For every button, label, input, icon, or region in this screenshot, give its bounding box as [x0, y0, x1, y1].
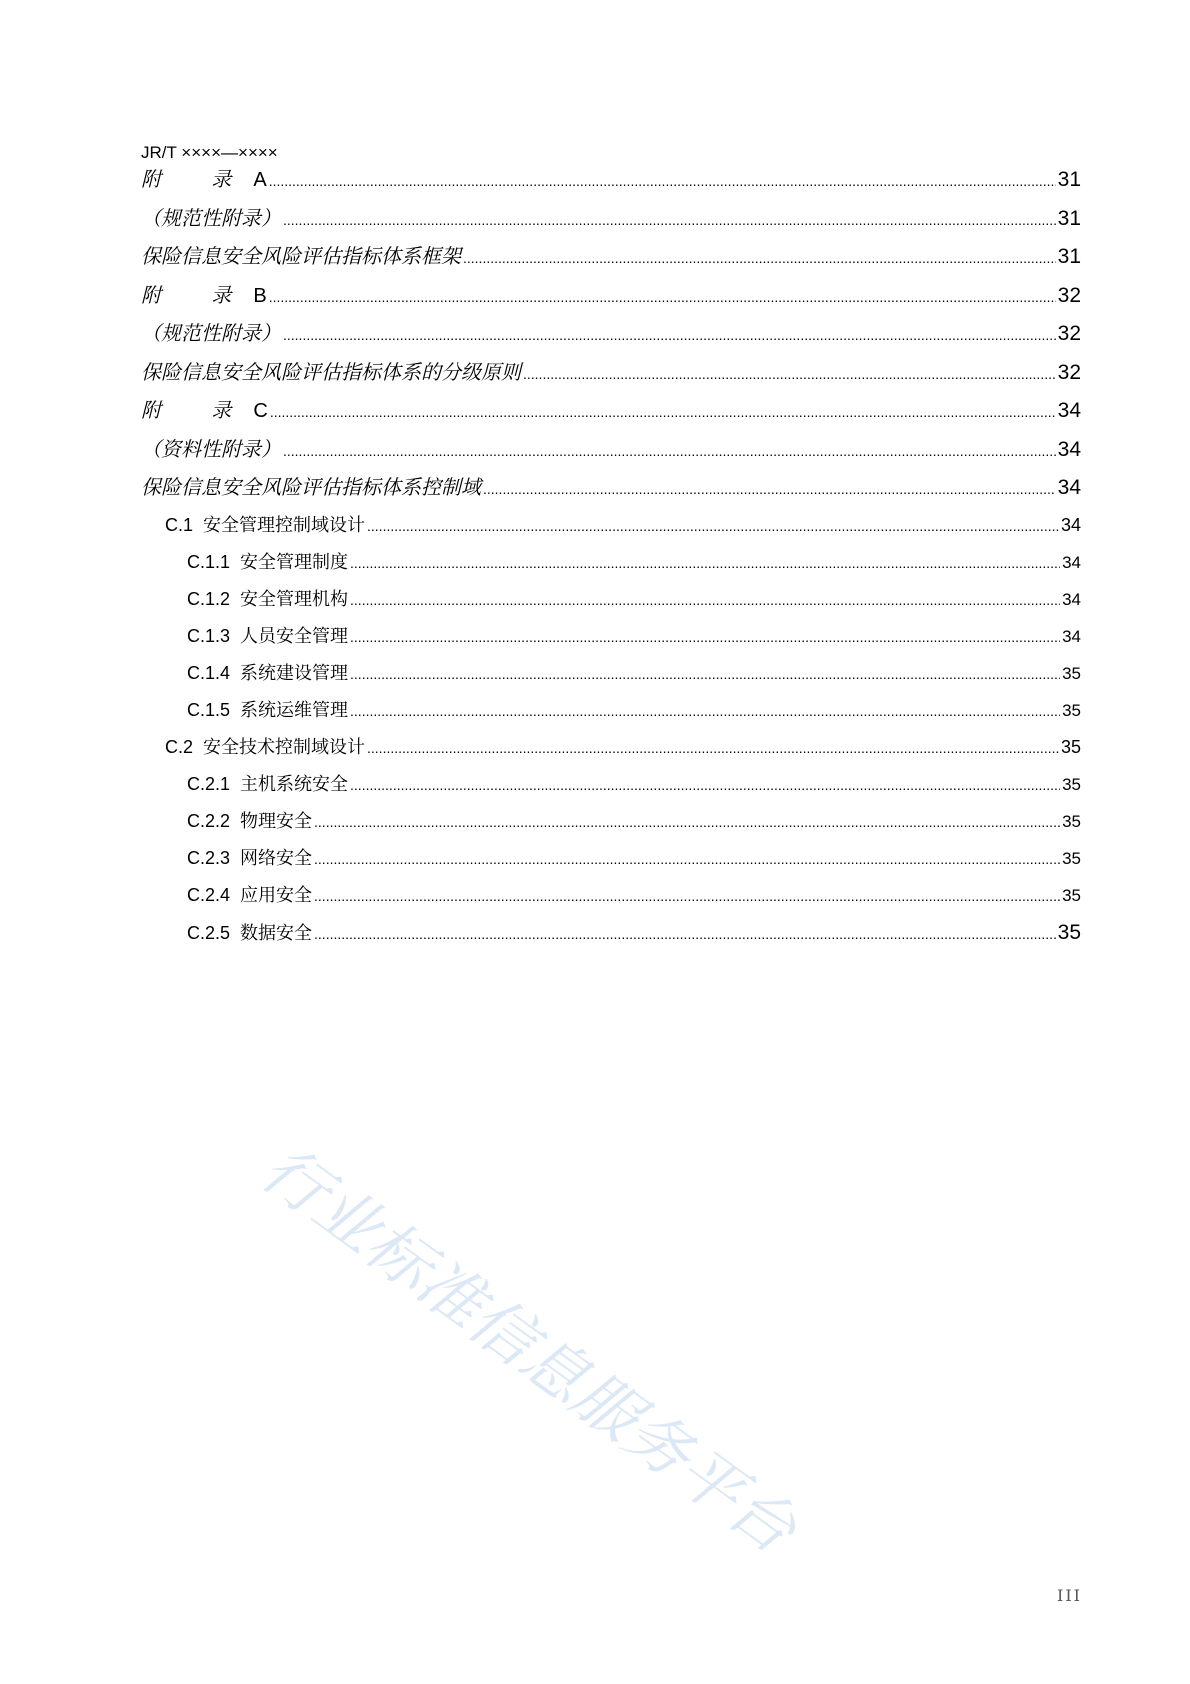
toc-entry-label: 保险信息安全风险评估指标体系的分级原则: [141, 359, 521, 384]
toc-entry-label: 安全技术控制域设计: [203, 736, 366, 757]
dot-leader: [314, 916, 1056, 953]
toc-entry-appendix-a[interactable]: [141, 160, 1081, 199]
toc-entry-c2-4[interactable]: [141, 877, 1081, 914]
toc-entry-label: 安全管理机构: [240, 588, 349, 609]
section-number: C.2.1: [187, 773, 231, 794]
toc-entry-label: 物理安全: [240, 810, 313, 831]
toc-entry-appendix-b[interactable]: [141, 276, 1081, 315]
toc-entry-label: C: [253, 400, 268, 422]
dot-leader: [463, 239, 1056, 277]
toc-entry-appendix-c[interactable]: [141, 391, 1081, 430]
section-number: C.1.2: [187, 588, 231, 609]
dot-leader: [350, 582, 1060, 619]
toc-entry-c2-2[interactable]: [141, 803, 1081, 840]
dot-leader: [269, 278, 1056, 316]
dot-leader: [314, 878, 1060, 915]
toc-entry-appendix-a-title[interactable]: [141, 237, 1081, 276]
dot-leader: [350, 619, 1060, 656]
toc-entry-c1-5[interactable]: [141, 692, 1081, 729]
toc-page-number: 32: [1057, 283, 1081, 307]
toc-entry-appendix-c-type[interactable]: [141, 430, 1081, 469]
section-number: C.2.5: [187, 922, 231, 943]
toc-page-number: 31: [1057, 245, 1081, 268]
dot-leader: [350, 693, 1060, 730]
dot-leader: [350, 656, 1060, 693]
dot-leader: [350, 545, 1060, 582]
toc-page-number: 32: [1057, 360, 1081, 384]
toc-entry-c2[interactable]: [141, 729, 1081, 766]
section-number: C.1.5: [187, 699, 231, 720]
toc-entry-c2-3[interactable]: [141, 840, 1081, 877]
toc-entry-appendix-b-type[interactable]: [141, 314, 1081, 353]
section-number: C.1.3: [187, 625, 231, 646]
dot-leader: [523, 355, 1056, 393]
dot-leader: [283, 316, 1056, 354]
toc-page-number: 34: [1062, 589, 1081, 609]
toc-entry-label: A: [253, 169, 267, 191]
toc-entry-c1[interactable]: [141, 507, 1081, 544]
section-number: C.2: [165, 736, 194, 757]
toc-entry-label: 系统建设管理: [240, 662, 349, 683]
toc-page-number: 34: [1057, 476, 1081, 499]
dot-leader: [283, 432, 1056, 470]
section-number: C.2.2: [187, 810, 231, 831]
table-of-contents: [141, 160, 1081, 951]
toc-entry-label: 主机系统安全: [240, 773, 349, 794]
toc-page-number: 34: [1057, 437, 1081, 461]
toc-page-number: 35: [1062, 885, 1081, 905]
toc-entry-label: 系统运维管理: [240, 699, 349, 720]
toc-entry-label: 网络安全: [240, 847, 313, 868]
section-number: C.2.4: [187, 884, 231, 905]
toc-entry-label: 保险信息安全风险评估指标体系框架: [141, 244, 461, 268]
appendix-prefix: 附 录: [141, 282, 254, 307]
toc-entry-appendix-a-type[interactable]: [141, 199, 1081, 238]
toc-page-number: 35: [1057, 920, 1081, 944]
appendix-prefix: 附 录: [141, 398, 254, 422]
dot-leader: [483, 470, 1056, 508]
toc-page-number: 35: [1062, 663, 1081, 683]
dot-leader: [270, 393, 1056, 431]
toc-page-number: 34: [1060, 514, 1081, 535]
toc-entry-c2-5[interactable]: [141, 914, 1081, 951]
section-number: C.1.1: [187, 551, 231, 572]
toc-entry-c1-2[interactable]: [141, 581, 1081, 618]
toc-entry-c1-3[interactable]: [141, 618, 1081, 655]
toc-page-number: 35: [1062, 811, 1081, 831]
toc-page-number: 35: [1060, 736, 1081, 757]
dot-leader: [314, 841, 1060, 878]
toc-page-number: 35: [1062, 848, 1081, 868]
toc-entry-label: 数据安全: [240, 922, 313, 943]
toc-page-number: 32: [1057, 322, 1081, 345]
section-number: C.2.3: [187, 847, 231, 868]
toc-page-number: 34: [1057, 399, 1081, 422]
toc-page-number: 34: [1062, 552, 1081, 572]
toc-entry-c1-1[interactable]: [141, 544, 1081, 581]
dot-leader: [314, 804, 1060, 841]
toc-entry-appendix-c-title[interactable]: [141, 468, 1081, 507]
toc-entry-label: （资料性附录）: [141, 436, 281, 461]
toc-entry-label: B: [253, 284, 267, 307]
toc-entry-label: 保险信息安全风险评估指标体系控制域: [141, 475, 481, 499]
watermark-text: 行业标准信息服务平台: [247, 1132, 809, 1569]
toc-entry-c2-1[interactable]: [141, 766, 1081, 803]
footer-page-number: III: [1057, 1586, 1082, 1605]
toc-page-number: 34: [1062, 626, 1081, 646]
toc-entry-appendix-b-title[interactable]: [141, 353, 1081, 392]
section-number: C.1.4: [187, 662, 231, 683]
dot-leader: [283, 201, 1056, 239]
toc-entry-c1-4[interactable]: [141, 655, 1081, 692]
toc-page-number: 35: [1062, 700, 1081, 720]
dot-leader: [350, 767, 1060, 804]
toc-entry-label: 应用安全: [240, 884, 313, 905]
toc-entry-label: （规范性附录）: [141, 205, 281, 230]
toc-entry-label: 安全管理控制域设计: [203, 514, 366, 535]
document-code-header: JR/T ××××—××××: [141, 143, 278, 162]
toc-page-number: 31: [1057, 168, 1081, 191]
toc-entry-label: 人员安全管理: [240, 625, 349, 646]
toc-entry-label: （规范性附录）: [141, 321, 281, 345]
appendix-prefix: 附 录: [141, 167, 254, 191]
toc-entry-label: 安全管理制度: [240, 551, 349, 572]
toc-page-number: 31: [1057, 206, 1081, 230]
section-number: C.1: [165, 514, 194, 535]
dot-leader: [269, 162, 1056, 200]
dot-leader: [367, 508, 1059, 545]
toc-page-number: 35: [1062, 774, 1081, 794]
dot-leader: [367, 730, 1059, 767]
